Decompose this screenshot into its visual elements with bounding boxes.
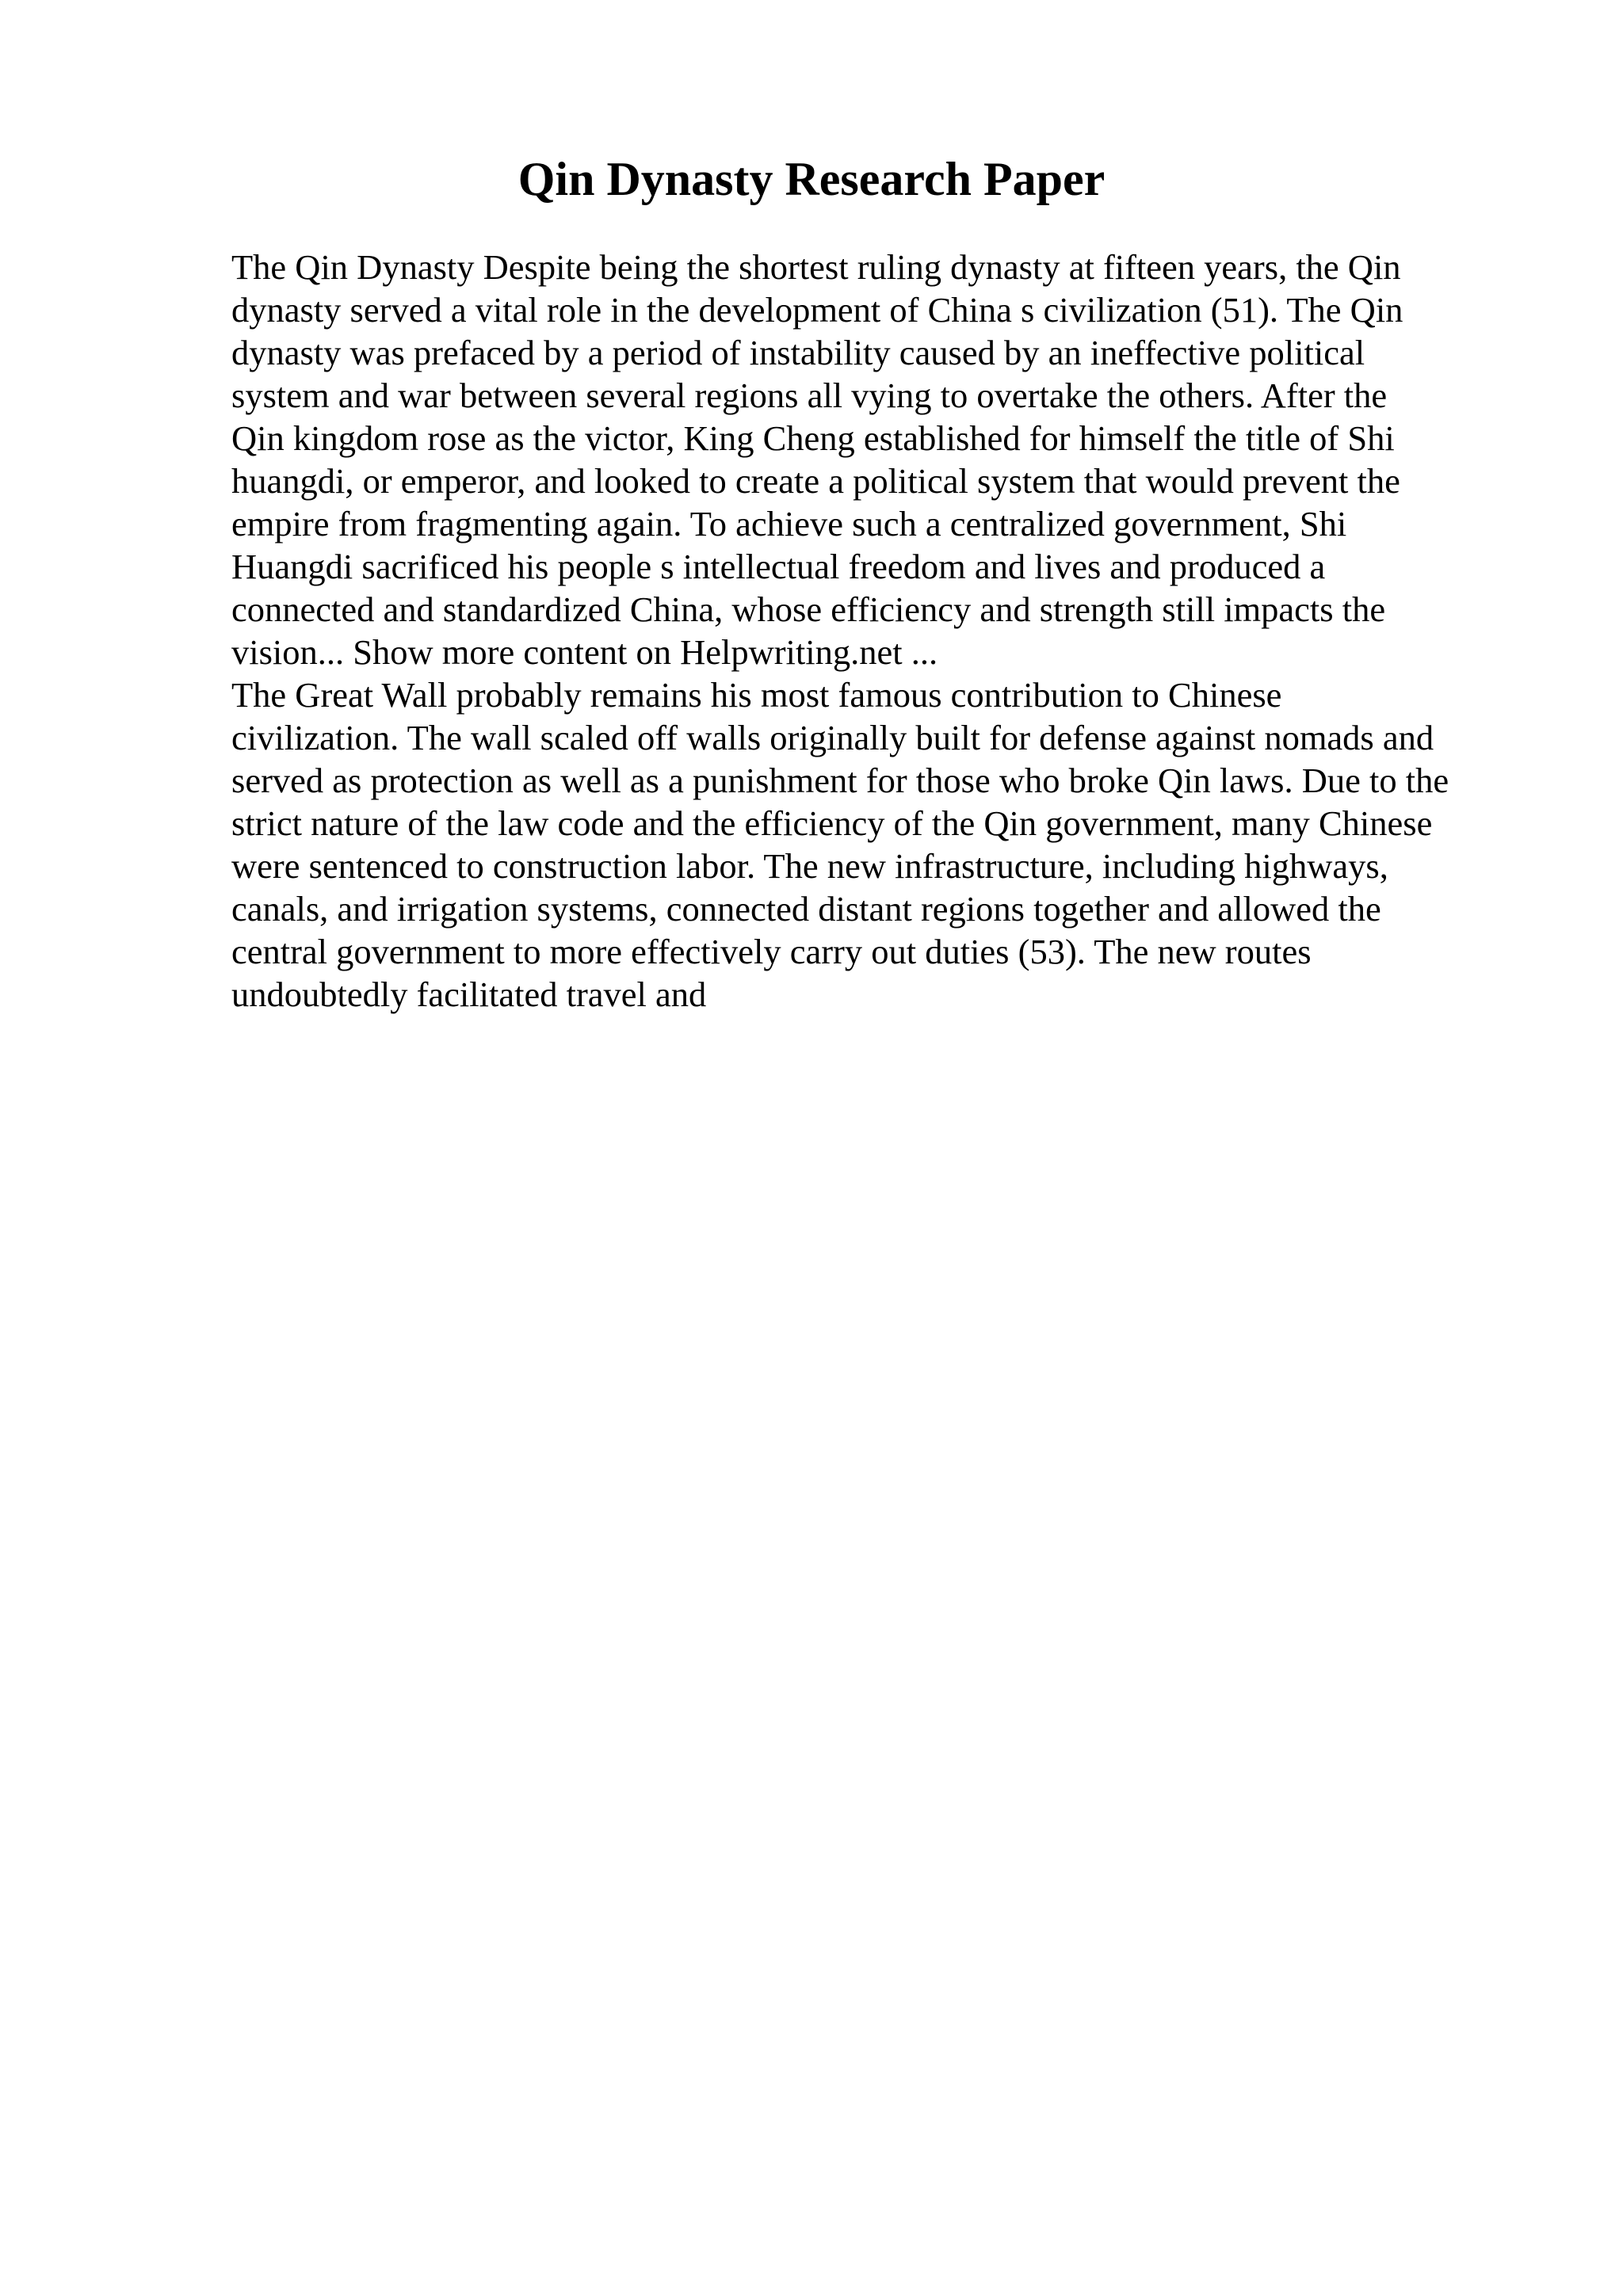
page-title: Qin Dynasty Research Paper [517, 153, 1106, 205]
text-line: The Great Wall probably remains his most famous contribution to Chinese [231, 675, 1282, 715]
text-line: Qin kingdom rose as the victor, King Cheng established for himself the title of Shi [231, 418, 1395, 458]
text-line: dynasty served a vital role in the development of China s civilization (51). The Qin [231, 290, 1403, 330]
text-line: system and war between several regions all vying to overtake the others. After the [231, 376, 1388, 415]
text-line: Huangdi sacrificed his people s intellectual freedom and lives and produced a [231, 547, 1326, 586]
text-line: undoubtedly facilitated travel and [231, 974, 707, 1014]
text-line: dynasty was prefaced by a period of instability caused by an ineffective political [231, 333, 1365, 372]
text-line: served as protection as well as a punishment for those who broke Qin laws. Due to the [231, 761, 1449, 800]
text-line: connected and standardized China, whose efficiency and strength still impacts the [231, 589, 1386, 629]
text-line: canals, and irrigation systems, connected distant regions together and allowed the [231, 889, 1381, 929]
text-line: strict nature of the law code and the efficiency of the Qin government, many Chinese [231, 803, 1433, 843]
text-line: empire from fragmenting again. To achieve such a centralized government, Shi [231, 504, 1347, 543]
text-line: civilization. The wall scaled off walls originally built for defense against nomads and [231, 718, 1434, 757]
text-line: were sentenced to construction labor. The new infrastructure, including highways, [231, 846, 1388, 886]
body-text [231, 246, 1594, 1016]
text-line: vision... Show more content on Helpwriting.net ... [231, 632, 938, 672]
text-line: central government to more effectively carry out duties (53). The new routes [231, 932, 1312, 971]
text-line: The Qin Dynasty Despite being the shortest ruling dynasty at fifteen years, the Qin [231, 247, 1401, 287]
text-line: huangdi, or emperor, and looked to create a political system that would prevent the [231, 461, 1400, 501]
